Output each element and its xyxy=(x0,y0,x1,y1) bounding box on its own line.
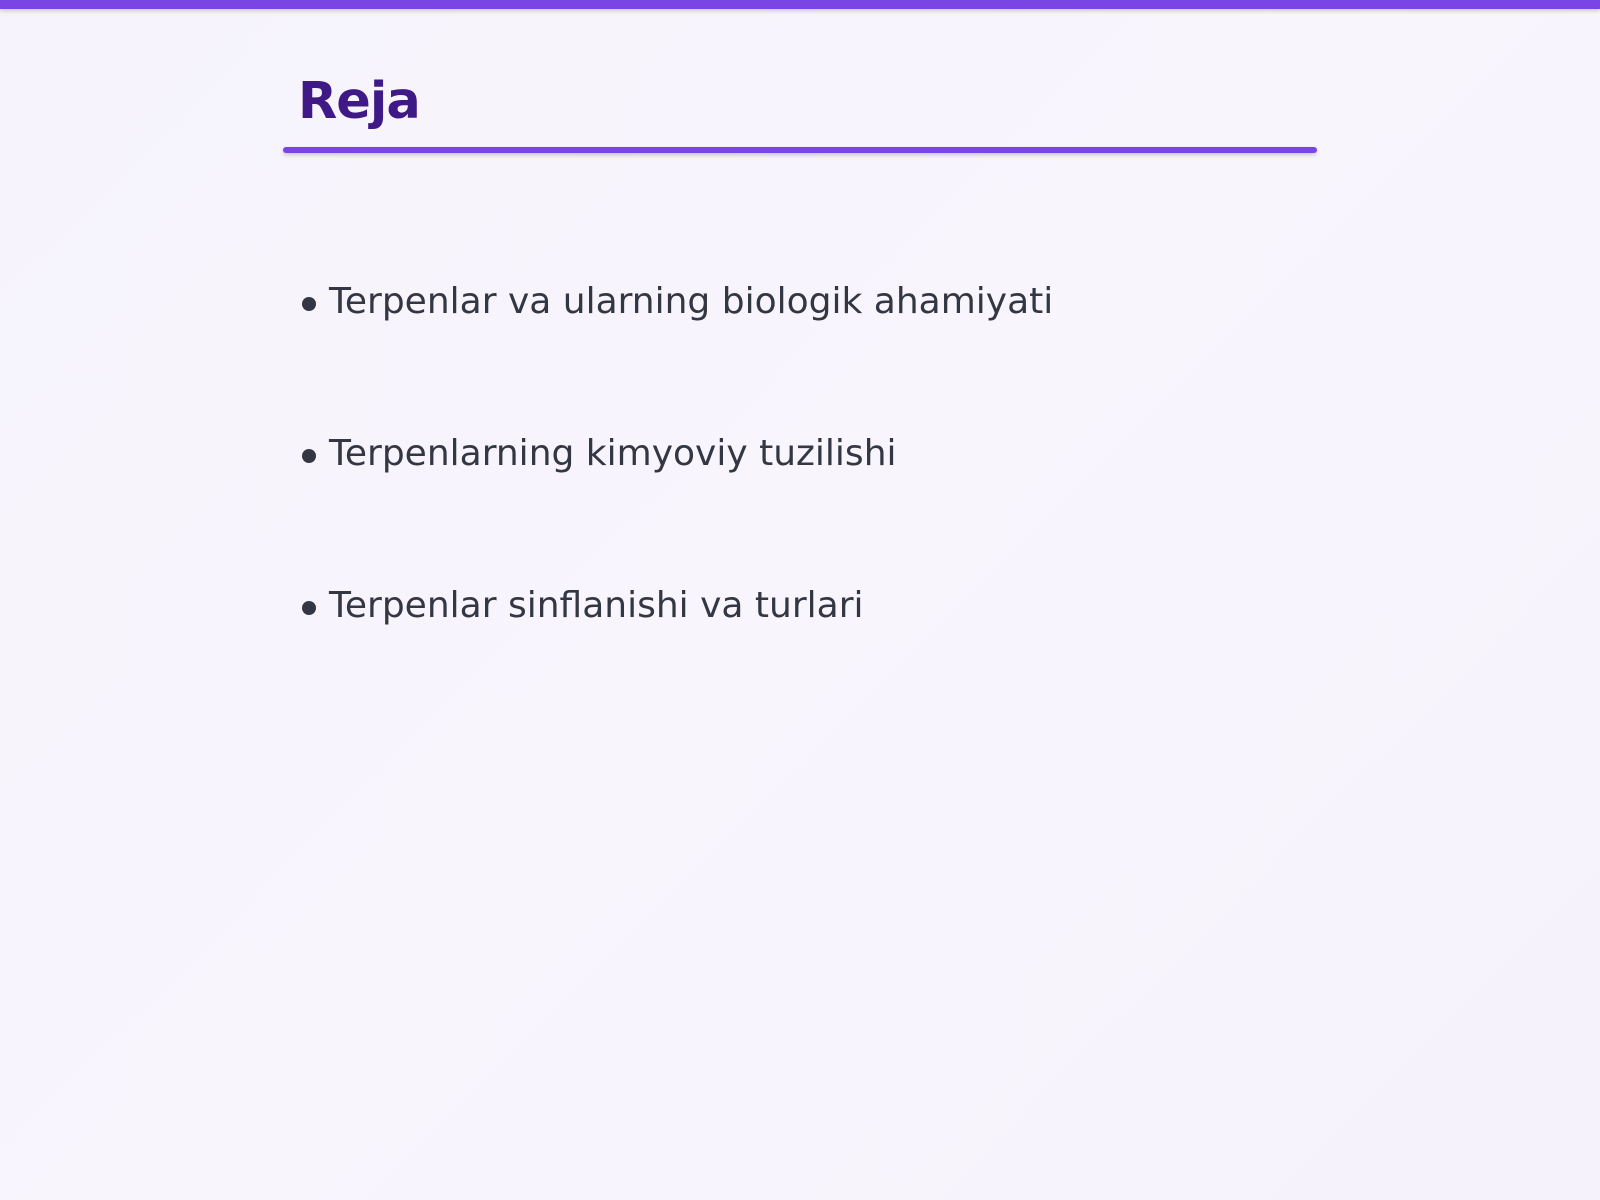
title-underline xyxy=(283,147,1317,153)
bullet-item xyxy=(300,581,1053,631)
slide-title: Reja xyxy=(298,72,420,131)
bullet-item xyxy=(300,277,1053,327)
bullet-text: Terpenlar sinflanishi va turlari xyxy=(329,585,864,626)
bullet-icon xyxy=(302,297,316,311)
bullet-icon xyxy=(302,449,316,463)
bullet-list xyxy=(300,277,1053,733)
bullet-text: Terpenlar va ularning biologik ahamiyati xyxy=(329,281,1054,322)
bullet-item xyxy=(300,429,1053,479)
top-accent-bar xyxy=(0,0,1600,9)
bullet-icon xyxy=(302,601,316,615)
bullet-text: Terpenlarning kimyoviy tuzilishi xyxy=(329,433,897,474)
